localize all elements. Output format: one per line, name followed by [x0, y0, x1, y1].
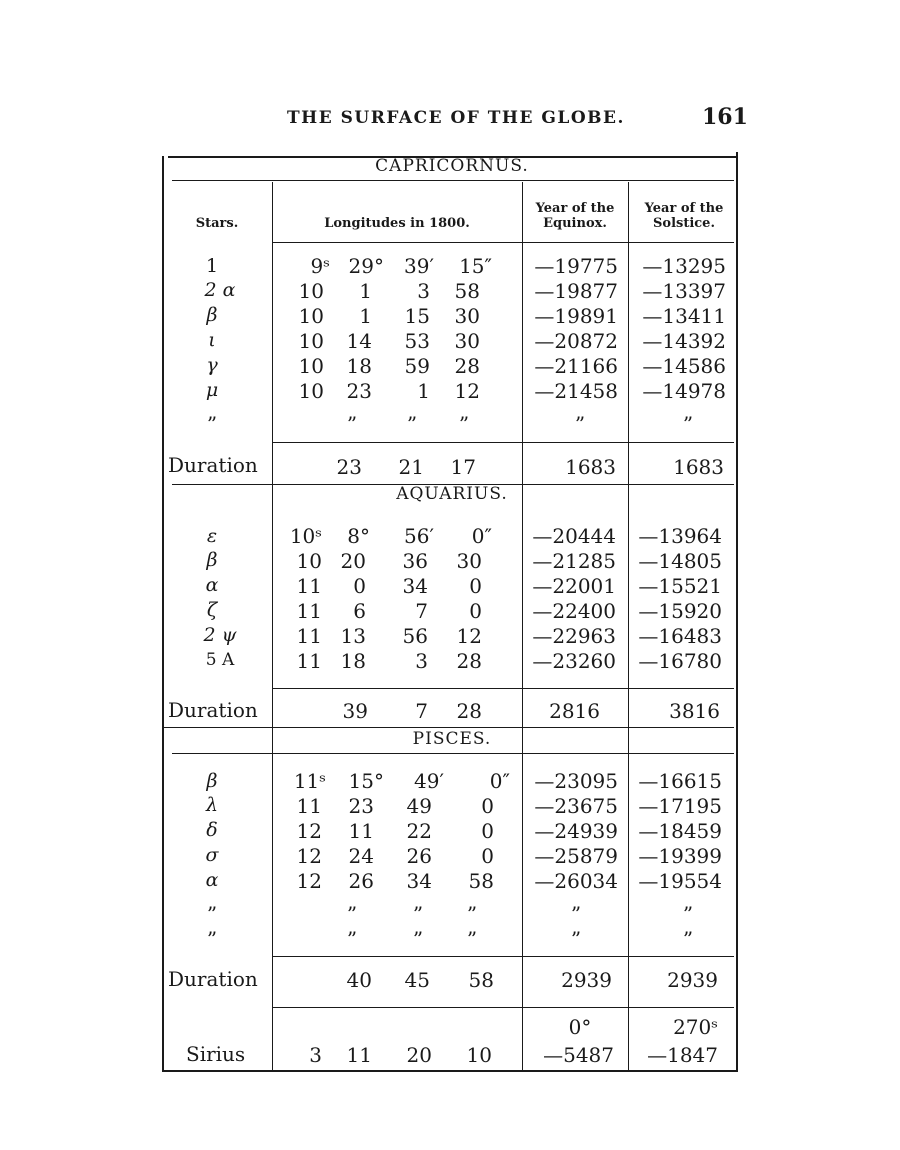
longitude-degrees: 13	[340, 624, 366, 648]
equinox-year: —22001	[532, 574, 616, 598]
star-label: 1	[205, 255, 219, 277]
rule-under-pisces	[172, 753, 734, 754]
sirius-solstice: —1847	[647, 1043, 718, 1067]
duration-equinox: 1683	[565, 455, 616, 479]
ditto-mark: ”	[206, 412, 218, 436]
solstice-year: —16483	[638, 624, 722, 648]
ditto-mark: ”	[458, 412, 470, 436]
duration-label: Duration	[168, 698, 258, 722]
longitude-minutes: 56	[402, 624, 428, 648]
longitude-degrees: 1	[359, 279, 372, 303]
longitude-minutes: 53	[404, 329, 430, 353]
sirius-label: Sirius	[186, 1042, 246, 1066]
longitude-degrees: 6	[353, 599, 366, 623]
longitude-signs: 10	[298, 329, 324, 353]
longitude-minutes: 34	[406, 869, 432, 893]
longitude-seconds: 28	[456, 649, 482, 673]
solstice-year: —14392	[642, 329, 726, 353]
longitude-signs: 11	[296, 574, 322, 598]
longitude-minutes: 49′	[414, 769, 444, 793]
star-label: 2 ψ	[203, 624, 237, 646]
equinox-year: —26034	[534, 869, 618, 893]
header-solstice-line2: Solstice.	[653, 216, 715, 231]
rule-above-sirius	[272, 1007, 734, 1008]
equinox-year: —21166	[534, 354, 618, 378]
longitude-seconds: 0″	[489, 769, 510, 793]
longitude-signs: 10ˢ	[289, 524, 322, 548]
longitude-signs: 11	[296, 624, 322, 648]
longitude-degrees: 11	[348, 819, 374, 843]
longitude-minutes: 56′	[404, 524, 434, 548]
solstice-year: —13964	[638, 524, 722, 548]
ditto-mark: ”	[682, 927, 694, 951]
duration-minutes: 7	[415, 699, 428, 723]
sirius-equinox: —5487	[543, 1043, 614, 1067]
duration-seconds: 17	[450, 455, 476, 479]
equinox-year: —21285	[532, 549, 616, 573]
longitude-degrees: 24	[348, 844, 374, 868]
header-stars: Stars.	[195, 216, 239, 231]
longitude-seconds: 58	[468, 869, 494, 893]
longitude-minutes: 7	[415, 599, 428, 623]
equinox-year: —19877	[534, 279, 618, 303]
longitude-signs: 10	[298, 379, 324, 403]
longitude-degrees: 29°	[348, 254, 384, 278]
equinox-year: —20872	[534, 329, 618, 353]
solstice-year: —19399	[638, 844, 722, 868]
longitude-signs: 10	[298, 304, 324, 328]
star-label: ι	[208, 329, 216, 351]
longitude-minutes: 1	[417, 379, 430, 403]
duration-degrees: 39	[342, 699, 368, 723]
header-longitudes: Longitudes in 1800.	[324, 216, 470, 231]
duration-seconds: 28	[456, 699, 482, 723]
longitude-minutes: 26	[406, 844, 432, 868]
equinox-year: —23675	[534, 794, 618, 818]
solstice-year: —14586	[642, 354, 726, 378]
longitude-degrees: 0	[353, 574, 366, 598]
equinox-year: —21458	[534, 379, 618, 403]
star-label: 5 A	[205, 650, 235, 670]
solstice-year: —19554	[638, 869, 722, 893]
solstice-year: —13411	[642, 304, 726, 328]
star-label: σ	[205, 844, 219, 866]
longitude-degrees: 18	[340, 649, 366, 673]
duration-label: Duration	[168, 453, 258, 477]
star-label: β	[206, 549, 218, 571]
longitude-signs: 12	[296, 869, 322, 893]
ditto-mark: ”	[466, 927, 478, 951]
sirius-degrees: 11	[346, 1043, 372, 1067]
header-solstice-line1: Year of the	[644, 201, 724, 216]
rule-bottom	[162, 1070, 736, 1072]
longitude-signs: 11	[296, 794, 322, 818]
longitude-minutes: 59	[404, 354, 430, 378]
ditto-mark: ”	[682, 902, 694, 926]
section-title: PISCES.	[412, 729, 492, 749]
running-head-title: THE SURFACE OF THE GLOBE.	[287, 108, 625, 128]
star-label: β	[206, 304, 218, 326]
star-label: α	[205, 869, 219, 891]
longitude-degrees: 23	[348, 794, 374, 818]
section-title: AQUARIUS.	[396, 484, 508, 504]
rule-right	[736, 152, 738, 1072]
longitude-seconds: 30	[454, 304, 480, 328]
longitude-minutes: 15	[404, 304, 430, 328]
longitude-minutes: 39′	[404, 254, 434, 278]
ditto-mark: ”	[570, 902, 582, 926]
ditto-mark: ”	[570, 927, 582, 951]
longitude-degrees: 8°	[347, 524, 370, 548]
longitude-seconds: 0	[481, 794, 494, 818]
longitude-degrees: 23	[346, 379, 372, 403]
longitude-seconds: 30	[454, 329, 480, 353]
solstice-year: —15521	[638, 574, 722, 598]
solstice-year: —14978	[642, 379, 726, 403]
longitude-degrees: 26	[348, 869, 374, 893]
rule-stars-longitudes	[272, 182, 273, 1072]
star-label: β	[206, 770, 218, 792]
longitude-degrees: 18	[346, 354, 372, 378]
ditto-mark: ”	[574, 412, 586, 436]
header-equinox-line1: Year of the	[535, 201, 615, 216]
solstice-year: —16615	[638, 769, 722, 793]
star-label: 2 α	[204, 279, 236, 301]
longitude-seconds: 0″	[471, 524, 492, 548]
duration-degrees: 23	[336, 455, 362, 479]
rule-above-pisces	[162, 727, 734, 728]
equinox-year: —22963	[532, 624, 616, 648]
star-label: μ	[205, 379, 219, 401]
longitude-seconds: 0	[469, 574, 482, 598]
rule-above-duration-2	[272, 688, 734, 689]
equinox-year: —19775	[534, 254, 618, 278]
longitude-seconds: 28	[454, 354, 480, 378]
solstice-year: —13397	[642, 279, 726, 303]
ditto-mark: ”	[206, 902, 218, 926]
duration-solstice: 3816	[669, 699, 720, 723]
duration-solstice: 2939	[667, 968, 718, 992]
equinox-year: —23095	[534, 769, 618, 793]
longitude-seconds: 0	[481, 844, 494, 868]
sirius-minutes: 20	[406, 1043, 432, 1067]
longitude-signs: 10	[298, 279, 324, 303]
ditto-mark: ”	[466, 902, 478, 926]
equinox-year: —20444	[532, 524, 616, 548]
longitude-signs: 12	[296, 844, 322, 868]
rule-above-duration-3	[272, 956, 734, 957]
solstice-year: —13295	[642, 254, 726, 278]
sirius-solstice-top: 270ˢ	[673, 1015, 718, 1039]
longitude-minutes: 22	[406, 819, 432, 843]
longitude-degrees: 15°	[348, 769, 384, 793]
duration-seconds: 58	[468, 968, 494, 992]
solstice-year: —15920	[638, 599, 722, 623]
duration-label: Duration	[168, 967, 258, 991]
duration-minutes: 45	[404, 968, 430, 992]
ditto-mark: ”	[346, 412, 358, 436]
longitude-seconds: 15″	[459, 254, 492, 278]
longitude-minutes: 34	[402, 574, 428, 598]
star-label: γ	[206, 354, 218, 376]
longitude-signs: 10	[296, 549, 322, 573]
longitude-degrees: 1	[359, 304, 372, 328]
equinox-year: —25879	[534, 844, 618, 868]
longitude-seconds: 30	[456, 549, 482, 573]
longitude-seconds: 0	[481, 819, 494, 843]
star-label: λ	[205, 794, 219, 816]
longitude-signs: 11	[296, 599, 322, 623]
rule-above-duration-1	[272, 442, 734, 443]
longitude-degrees: 14	[346, 329, 372, 353]
duration-equinox: 2816	[549, 699, 600, 723]
longitude-minutes: 49	[406, 794, 432, 818]
rule-under-capricornus	[172, 180, 734, 181]
rule-equinox-solstice	[628, 182, 629, 1072]
duration-minutes: 21	[398, 455, 424, 479]
equinox-year: —24939	[534, 819, 618, 843]
longitude-minutes: 3	[415, 649, 428, 673]
equinox-year: —22400	[532, 599, 616, 623]
equinox-year: —23260	[532, 649, 616, 673]
longitude-signs: 9ˢ	[310, 254, 330, 278]
longitude-signs: 11ˢ	[293, 769, 326, 793]
longitude-seconds: 0	[469, 599, 482, 623]
solstice-year: —18459	[638, 819, 722, 843]
ditto-mark: ”	[406, 412, 418, 436]
rule-under-headers	[272, 242, 734, 243]
ditto-mark: ”	[206, 927, 218, 951]
ditto-mark: ”	[412, 927, 424, 951]
longitude-minutes: 36	[402, 549, 428, 573]
star-label: δ	[206, 819, 218, 841]
duration-degrees: 40	[346, 968, 372, 992]
ditto-mark: ”	[346, 927, 358, 951]
equinox-year: —19891	[534, 304, 618, 328]
longitude-signs: 11	[296, 649, 322, 673]
longitude-seconds: 58	[454, 279, 480, 303]
duration-equinox: 2939	[561, 968, 612, 992]
sirius-signs: 3	[309, 1043, 322, 1067]
longitude-minutes: 3	[417, 279, 430, 303]
header-equinox-line2: Equinox.	[543, 216, 607, 231]
longitude-signs: 12	[296, 819, 322, 843]
star-longitude-table	[162, 152, 738, 1074]
rule-left	[162, 156, 164, 1072]
longitude-signs: 10	[298, 354, 324, 378]
star-label: ζ	[206, 599, 218, 621]
duration-solstice: 1683	[673, 455, 724, 479]
sirius-equinox-top: 0°	[568, 1015, 592, 1039]
longitude-seconds: 12	[454, 379, 480, 403]
ditto-mark: ”	[682, 412, 694, 436]
sirius-seconds: 10	[466, 1043, 492, 1067]
star-label: ε	[206, 525, 218, 547]
section-title: CAPRICORNUS.	[375, 156, 529, 176]
ditto-mark: ”	[412, 902, 424, 926]
rule-longitudes-equinox	[522, 182, 523, 1072]
star-label: α	[205, 574, 219, 596]
longitude-degrees: 20	[340, 549, 366, 573]
longitude-seconds: 12	[456, 624, 482, 648]
solstice-year: —16780	[638, 649, 722, 673]
page-number: 161	[702, 104, 748, 130]
solstice-year: —17195	[638, 794, 722, 818]
solstice-year: —14805	[638, 549, 722, 573]
ditto-mark: ”	[346, 902, 358, 926]
